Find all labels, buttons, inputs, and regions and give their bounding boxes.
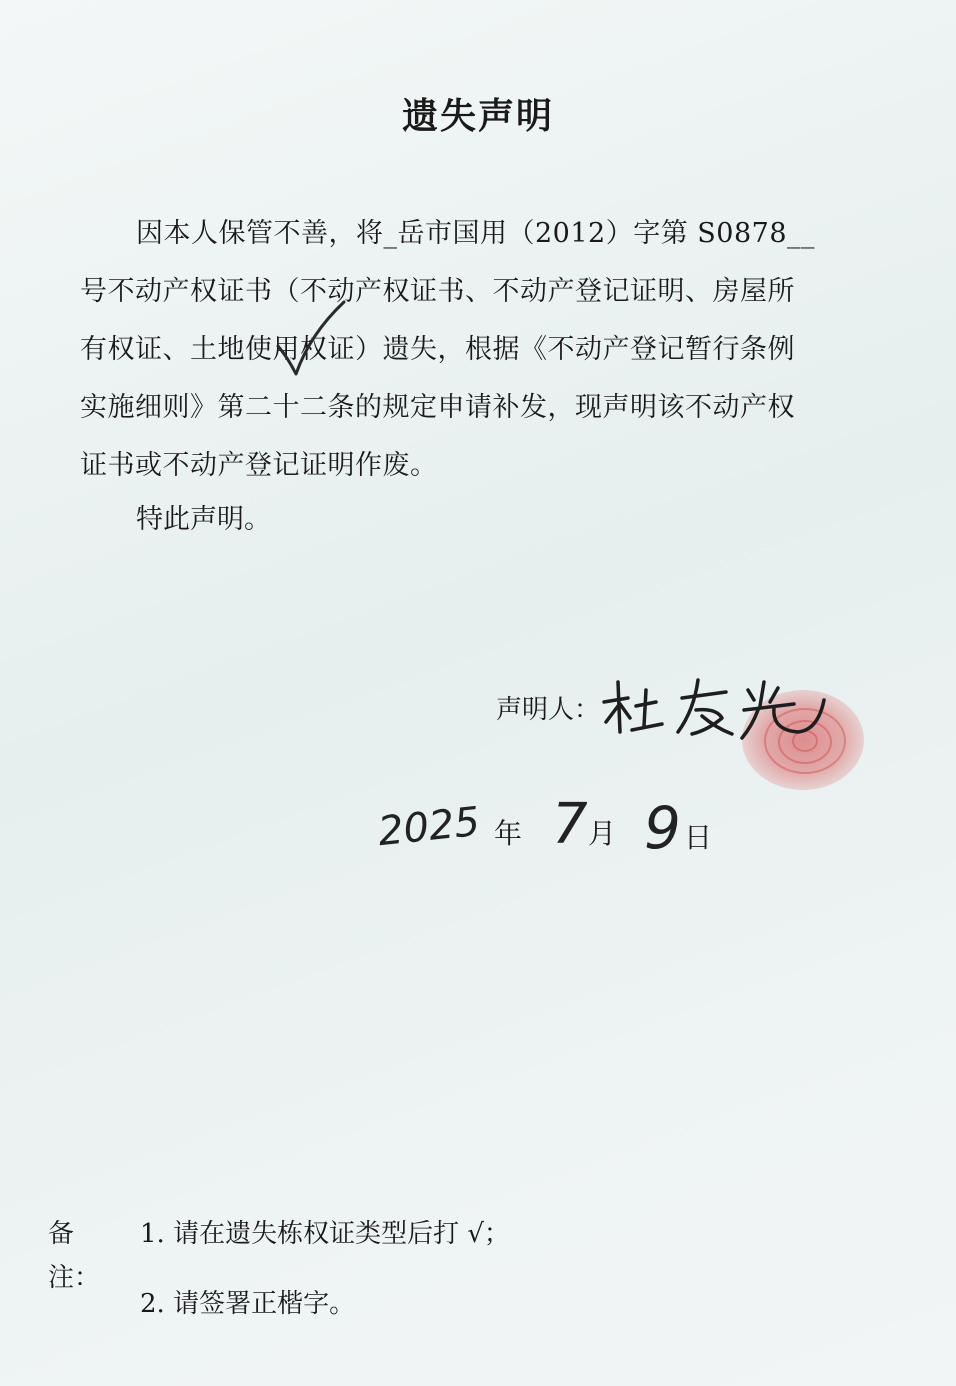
date-month-unit: 月 xyxy=(588,817,617,850)
paragraph-line: 实施细则》第二十二条的规定申请补发，现声明该不动产权 xyxy=(80,392,795,423)
paragraph-line: 证书或不动产登记证明作废。 xyxy=(80,450,438,481)
paragraph-line: 号不动产权证书（不动产权证书、不动产登记证明、房屋所 xyxy=(80,276,795,307)
note-item: 2. 请签署正楷字。 xyxy=(140,1289,356,1319)
handwritten-check-mark-icon xyxy=(272,298,352,378)
date-year: 2025 xyxy=(375,798,482,856)
document-title: 遗失声明 xyxy=(401,96,554,137)
note-item: 1. 请在遗失栋权证类型后打 √； xyxy=(140,1219,510,1249)
closing-statement: 特此声明。 xyxy=(136,504,271,535)
paragraph-line: 因本人保管不善，将_岳市国用（2012）字第 S0878__ xyxy=(136,218,816,249)
date-day-unit: 日 xyxy=(684,821,713,854)
declarant-label: 声明人： xyxy=(496,695,601,725)
date-day: 9 xyxy=(644,794,681,862)
date-month: 7 xyxy=(552,792,588,857)
handwritten-signature xyxy=(598,660,838,750)
date-year-unit: 年 xyxy=(494,817,523,850)
declaration-paragraph xyxy=(80,205,890,495)
notes-label: 备注： xyxy=(48,1219,101,1293)
paragraph-line: 有权证、土地使用权证）遗失，根据《不动产登记暂行条例 xyxy=(80,334,795,365)
